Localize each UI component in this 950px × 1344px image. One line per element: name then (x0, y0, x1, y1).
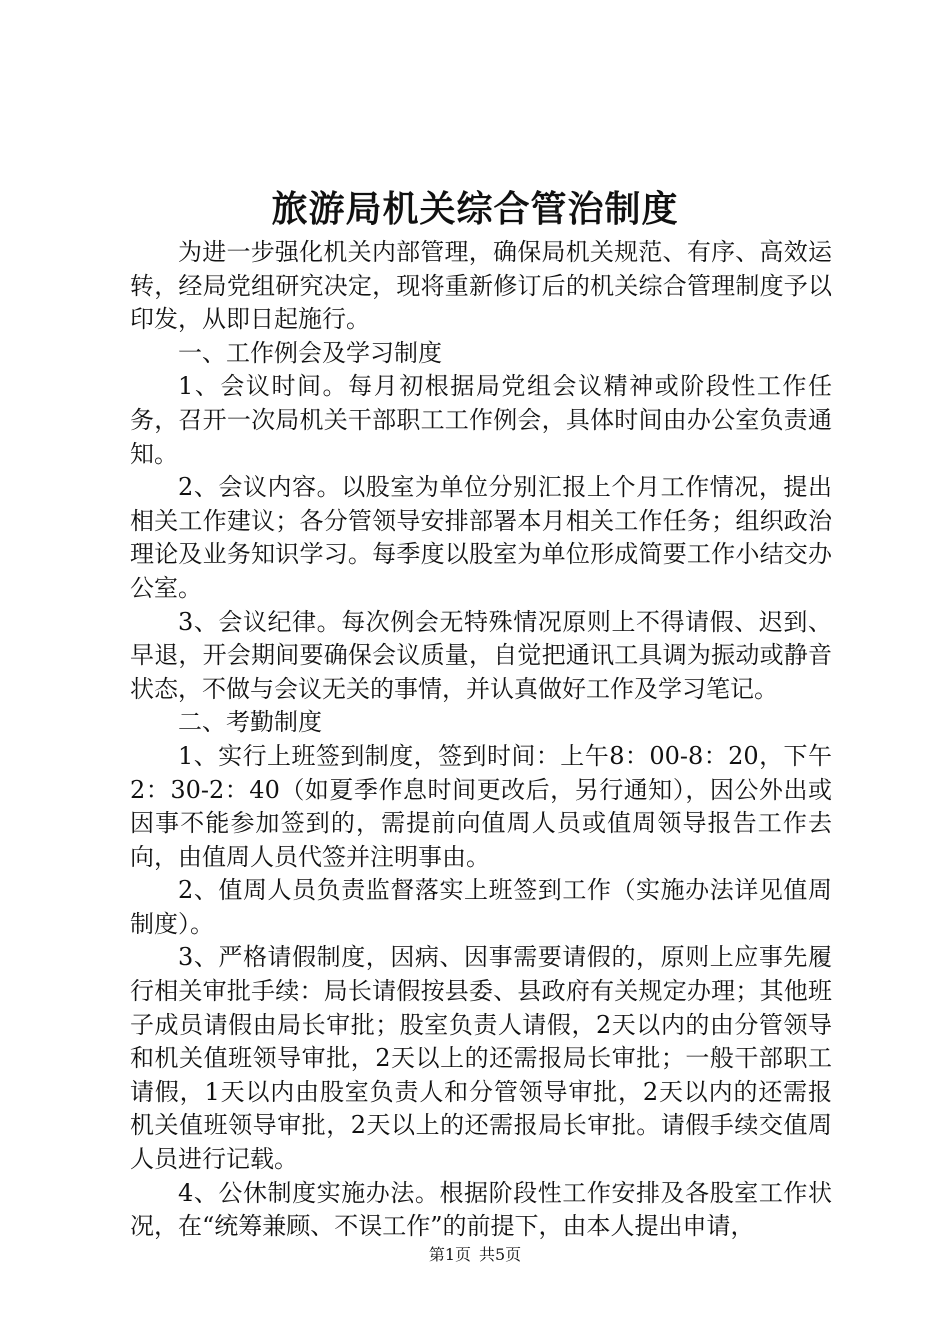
document-body (130, 236, 832, 1244)
document-title: 旅游局机关综合管治制度 (271, 188, 679, 230)
paragraph-meeting-discipline: 3、会议纪律。每次例会无特殊情况原则上不得请假、迟到、早退，开会期间要确保会议质量，自觉把通讯工具调为振动或静音状态，不做与会议无关的事情，并认真做好工作及学习笔记。 (130, 607, 832, 703)
paragraph-meeting-content: 2、会议内容。以股室为单位分别汇报上个月工作情况，提出相关工作建议；各分管领导安排部署本月相关工作任务；组织政治理论及业务知识学习。每季度以股室为单位形成简要工作小结交办公室。 (130, 473, 832, 602)
paragraph-meeting-time: 1、会议时间。每月初根据局党组会议精神或阶段性工作任务，召开一次局机关干部职工工作例会，具体时间由办公室负责通知。 (130, 372, 832, 468)
page-footer (0, 1244, 950, 1266)
intro-paragraph: 为进一步强化机关内部管理，确保局机关规范、有序、高效运转，经局党组研究决定，现将重新修订后的机关综合管理制度予以印发，从即日起施行。 (130, 238, 832, 334)
paragraph-leave-policy: 3、严格请假制度，因病、因事需要请假的，原则上应事先履行相关审批手续：局长请假按县委、县政府有关规定办理；其他班子成员请假由局长审批；股室负责人请假，2天以内的由分管领导和机关值班领导审批，2天以上的还需报局长审批；一般干部职工请假，1天以内由股室负责人和分管领导审批，2天以内的还需报机关值班领导审批，2天以上的还需报局长审批。请假手续交值周人员进行记载。 (130, 943, 832, 1174)
page-total: 共5页 (479, 1245, 522, 1264)
paragraph-duty-supervision: 2、值周人员负责监督落实上班签到工作（实施办法详见值周制度）。 (130, 876, 832, 938)
paragraph-rest-policy: 4、公休制度实施办法。根据阶段性工作安排及各股室工作状况，在“统筹兼顾、不误工作”的前提下，由本人提出申请， (130, 1178, 832, 1241)
section-heading-attendance: 二、考勤制度 (178, 708, 322, 737)
section-heading-meetings: 一、工作例会及学习制度 (178, 338, 442, 367)
paragraph-sign-in: 1、实行上班签到制度，签到时间：上午8：00-8：20，下午2：30-2：40（如夏季作息时间更改后，另行通知），因公外出或因事不能参加签到的，需提前向值周人员或值周领导报告工作去向，由值周人员代签并注明事由。 (130, 741, 832, 871)
page-number: 第1页 (428, 1245, 471, 1264)
